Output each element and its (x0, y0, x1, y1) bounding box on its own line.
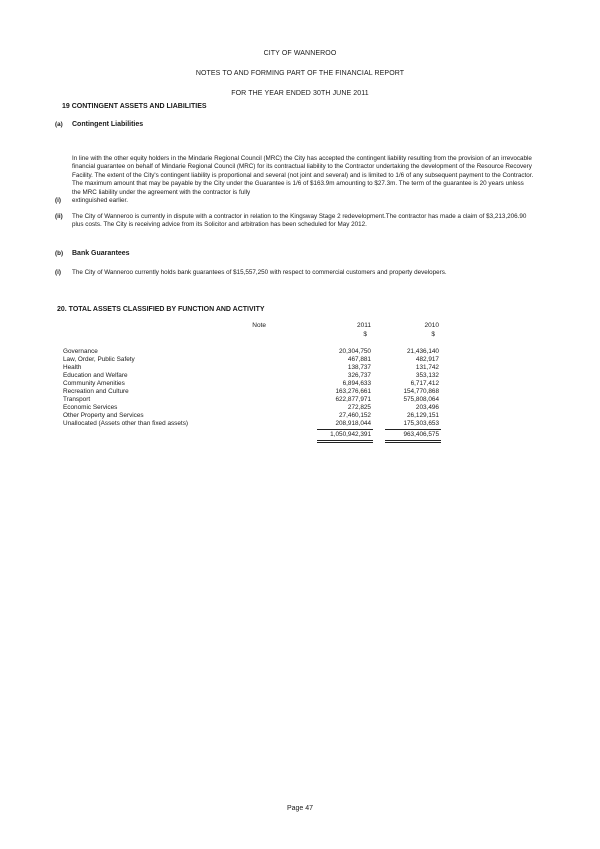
bank-guarantees-heading: Bank Guarantees (72, 250, 130, 257)
table-row (63, 372, 439, 380)
row-label: Education and Welfare (63, 372, 128, 379)
table-row (63, 412, 439, 420)
item-b-marker: (b) (55, 250, 64, 257)
row-label: Recreation and Culture (63, 388, 129, 395)
column-2010-header: 2010 (424, 322, 439, 329)
value-2011: 163,276,661 (335, 388, 371, 395)
item-a-marker: (a) (55, 121, 63, 128)
value-2010: 154,770,868 (403, 388, 439, 395)
column-2011-unit: $ (363, 331, 367, 338)
note19-title: 19 CONTINGENT ASSETS AND LIABILITIES (62, 103, 207, 110)
value-2010: 353,132 (415, 372, 439, 379)
entity-title: CITY OF WANNEROO (263, 50, 337, 57)
table-row (63, 380, 439, 388)
value-2011: 272,825 (347, 404, 371, 411)
table-row (63, 356, 439, 364)
value-2010: 575,808,064 (403, 396, 439, 403)
value-2010: 175,303,653 (403, 420, 439, 427)
note20-title: 20. TOTAL ASSETS CLASSIFIED BY FUNCTION AND ACTIVITY (57, 306, 265, 313)
report-title: NOTES TO AND FORMING PART OF THE FINANCIAL REPORT (195, 70, 405, 77)
item-i-tail: extinguished earlier. (72, 197, 129, 204)
total-rule-2011-b (317, 442, 373, 443)
row-label: Governance (63, 348, 98, 355)
row-label: Law, Order, Public Safety (63, 356, 135, 363)
table-row (63, 388, 439, 396)
row-label: Transport (63, 396, 91, 403)
value-2010: 6,717,412 (410, 380, 439, 387)
row-label: Unallocated (Assets other than fixed assets) (63, 420, 189, 427)
value-2011: 208,918,044 (335, 420, 371, 427)
item-b-i-marker: (i) (55, 269, 61, 276)
value-2011: 467,881 (347, 356, 371, 363)
total-rule-2010-b (385, 442, 441, 443)
dispute-paragraph: The City of Wanneroo is currently in dispute with a contractor in relation to the Kingsway Stage 2 redevelopment.The contractor has made a claim of $3,213,206.90 plus costs. The City is receiving advice from its Solicitor and arbitration has been scheduled for May 2012. (72, 213, 527, 229)
total-row (63, 431, 439, 439)
value-2010: 482,917 (415, 356, 439, 363)
row-label: Health (63, 364, 82, 371)
contingent-liabilities-heading: Contingent Liabilities (72, 121, 144, 128)
total-2010: 963,406,575 (403, 431, 439, 438)
period-title: FOR THE YEAR ENDED 30TH JUNE 2011 (231, 90, 369, 97)
item-ii-marker: (ii) (55, 213, 63, 220)
column-note-header: Note (252, 322, 266, 329)
value-2010: 131,742 (415, 364, 439, 371)
value-2011: 27,460,152 (339, 412, 371, 419)
table-row (63, 404, 439, 412)
value-2011: 622,877,971 (335, 396, 371, 403)
value-2010: 26,129,151 (407, 412, 439, 419)
page-number: Page 47 (286, 805, 314, 812)
row-label: Other Property and Services (63, 412, 144, 419)
column-2010-unit: $ (431, 331, 435, 338)
total-rule-2011-a (317, 440, 373, 441)
value-2010: 21,436,140 (407, 348, 439, 355)
value-2010: 203,496 (415, 404, 439, 411)
value-2011: 326,737 (347, 372, 371, 379)
table-row (63, 396, 439, 404)
subtotal-rule-2011 (317, 429, 373, 430)
value-2011: 20,304,750 (339, 348, 371, 355)
column-2011-header: 2011 (357, 322, 371, 329)
value-2011: 138,737 (347, 364, 371, 371)
table-row (63, 364, 439, 372)
subtotal-rule-2010 (385, 429, 441, 430)
item-i-marker: (i) (55, 197, 61, 204)
value-2011: 6,894,633 (342, 380, 371, 387)
row-label: Economic Services (63, 404, 118, 411)
table-row (63, 420, 439, 428)
table-row (63, 348, 439, 356)
bank-guarantees-paragraph: The City of Wanneroo currently holds bank guarantees of $15,557,250 with respect to commercial customers and property developers. (72, 269, 447, 276)
row-label: Community Amenities (63, 380, 125, 387)
contingent-liabilities-paragraph: In line with the other equity holders in the Mindarie Regional Council (MRC) the City has accepted the contingent liability resulting from the provision of an irrevocable financial guarantee on behalf of Mindarie Regional Council (MRC) for its contractual liability to the Contractor undertaking the development of the Resource Recovery Facility. The extent of the City's contingent liability is proportional and several (not joint and several) and is limited to 1/6 of any subsequent payment to the Contractor. The maximum amount that may be payable by the City under the Guarantee is 1/6 of $163.9m amounting to $27.3m. The term of the guarantee is 20 years unless the MRC liability under the agreement with the contractor is fully (72, 155, 534, 196)
total-2011: 1,050,942,391 (330, 431, 371, 438)
total-rule-2010-a (385, 440, 441, 441)
